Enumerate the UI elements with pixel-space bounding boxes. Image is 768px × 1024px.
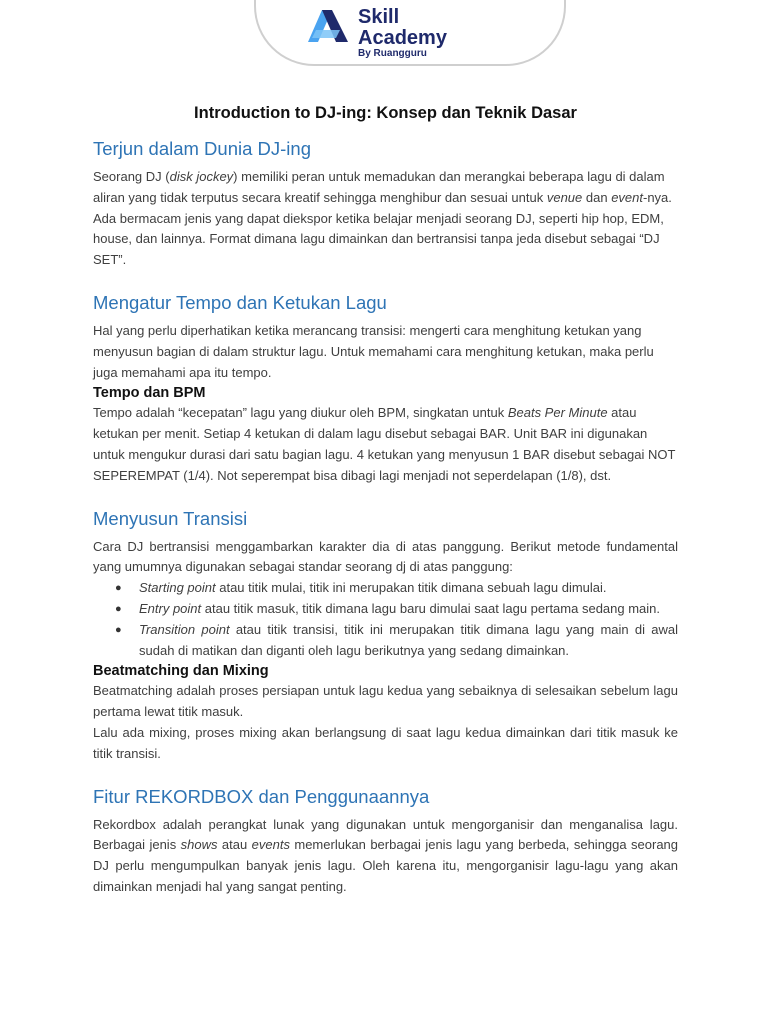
text-run-italic: venue [546, 189, 583, 205]
bullet-icon: ● [115, 582, 122, 595]
sub-heading-tempo-bpm: Tempo dan BPM [93, 385, 206, 402]
bullet-icon: ● [115, 602, 122, 615]
text-run-italic: event [611, 189, 643, 205]
section-heading-rekordbox: Fitur REKORDBOX dan Penggunaannya [93, 785, 430, 807]
text-run-italic: Entry point [139, 600, 202, 616]
section-paragraph: Cara DJ bertransisi menggambarkan karakter dia di atas panggung. Berikut metode fundamental yang umumnya digunakan sebagai standar seorang dj di atas panggung: [93, 538, 678, 575]
logo-line-academy: Academy [358, 27, 447, 49]
logo-line-byline: By Ruangguru [358, 48, 427, 59]
text-run: dan [582, 189, 612, 205]
document-title: Introduction to DJ-ing: Konsep dan Teknik Dasar [194, 104, 577, 122]
text-run: atau titik transisi, titik ini merupakan titik dimana lagu yang main di awal sudah di matikan dan diganti oleh lagu berikutnya yang sedang dimainkan. [139, 621, 678, 658]
text-run: Rekordbox adalah perangkat lunak yang digunakan untuk mengorganisir dan menganalisa lagu. Berbagai jenis [93, 816, 678, 853]
section-paragraph: Beatmatching adalah proses persiapan untuk lagu kedua yang sebaiknya di selesaikan sebelum lagu pertama lewat titik masuk. [93, 683, 678, 720]
section-heading-transisi: Menyusun Transisi [93, 507, 248, 529]
text-run: atau ketukan per menit. Setiap 4 ketukan di dalam lagu disebut sebagai BAR. Unit BAR ini digunakan untuk mengukur durasi dari satu bagian lagu. 4 ketukan yang menyusun 1 BAR disebut sebagai NOT SEPEREMPAT (1/4). Not seperempat bisa dibagi lagi menjadi not seperdelapan (1/8), dst. [93, 405, 676, 483]
spacer [93, 271, 678, 291]
skill-academy-logo[interactable] [306, 4, 476, 58]
text-run: atau [217, 837, 252, 853]
section-paragraph [93, 403, 678, 486]
text-run-italic: events [251, 837, 290, 853]
text-run: -nya. Ada bermacam jenis yang dapat diekspor ketika belajar menjadi seorang DJ, seperti hip hop, EDM, house, dan lainnya. Format dimana lagu dimainkan dan bertransisi tanpa jeda disebut sebagai “DJ SET”. [93, 189, 672, 268]
list-item [93, 620, 678, 662]
logo-text [358, 6, 447, 60]
section-paragraph: Hal yang perlu diperhatikan ketika merancang transisi: mengerti cara menghitung ketukan yang menyusun bagian di dalam struktur lagu. Untuk memahami cara menghitung ketukan, maka perlu juga memahami apa itu tempo. [93, 322, 654, 380]
section-paragraph [93, 167, 678, 271]
text-run-italic: Beats Per Minute [507, 405, 608, 421]
section-heading-terjun: Terjun dalam Dunia DJ-ing [93, 138, 311, 159]
bullet-icon: ● [115, 623, 122, 636]
text-run: Tempo adalah “kecepatan” lagu yang diukur oleh BPM, singkatan untuk [93, 405, 508, 421]
logo-line-skill: Skill [358, 6, 400, 28]
text-run: atau titik mulai, titik ini merupakan titik dimana sebuah lagu dimulai. [215, 580, 607, 596]
spacer [93, 765, 678, 785]
text-run-italic: disk jockey [169, 169, 234, 184]
spacer [93, 487, 678, 507]
section-heading-tempo: Mengatur Tempo dan Ketukan Lagu [93, 291, 387, 313]
sub-heading-beatmatching: Beatmatching dan Mixing [93, 663, 269, 680]
text-run: ) memiliki peran untuk memadukan dan merangkai beberapa lagu di dalam aliran yang tidak terputus secara kreatif sehingga menghibur dan sesuai untuk [93, 169, 665, 205]
text-run: memerlukan berbagai jenis lagu yang berbeda, sehingga seorang DJ perlu mengumpulkan banyak jenis lagu. Oleh karena itu, mengorganisir lagu-lagu yang akan dimainkan menjadi hal yang sangat penting. [93, 837, 679, 894]
list-item [93, 599, 678, 620]
section-paragraph: Lalu ada mixing, proses mixing akan berlangsung di saat lagu kedua dimainkan dari titik masuk ke titik transisi. [93, 724, 678, 761]
section-paragraph [93, 815, 678, 898]
text-run: Seorang DJ ( [93, 169, 170, 184]
list-item [93, 578, 678, 599]
text-run-italic: Starting point [139, 580, 216, 596]
document-body [93, 104, 678, 898]
transition-points-list [93, 578, 678, 661]
text-run-italic: shows [180, 837, 218, 853]
text-run-italic: Transition point [139, 621, 230, 637]
skill-academy-logo-icon [306, 8, 350, 44]
text-run: atau titik masuk, titik dimana lagu baru dimulai saat lagu pertama sedang main. [201, 600, 661, 616]
